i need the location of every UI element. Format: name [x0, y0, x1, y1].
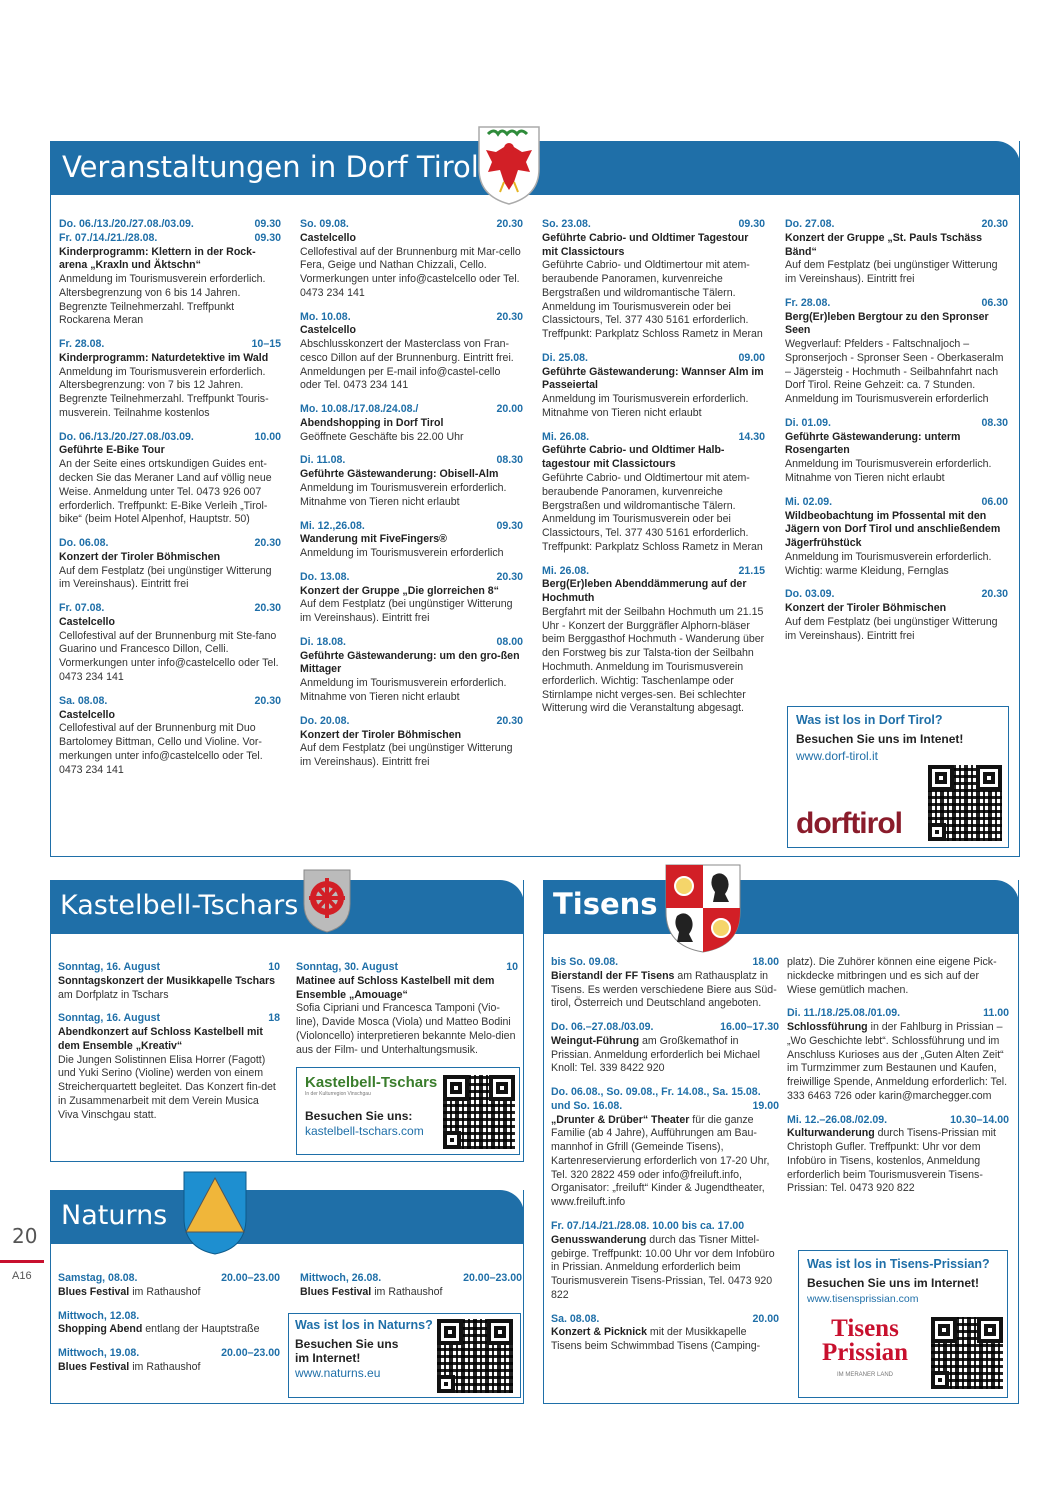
- event: [58, 1012, 280, 1122]
- event-date: Fr. 07.08.: [59, 602, 105, 615]
- event-description: Anmeldung im Tourismusverein erforderlich: [300, 547, 504, 560]
- event-time: 20.00–23.00: [221, 1347, 280, 1360]
- event-time: 18.00: [752, 956, 779, 968]
- event: [58, 1310, 280, 1338]
- naturns-column-2: [300, 1272, 522, 1310]
- event-description: in der Fahlburg in Prissian – „Wo Geschichte lebt“. Schlossführung und im Anschluss Kurioses aus der „Guten Alten Zeit“ im Turmzimmer zum Bestaunen und Kaufen, freiwillige Spende, Anmeldung erforderlich: Tel. 333 6463 726 oder karin@marchegger.com: [787, 1021, 1008, 1102]
- event-time: 06.00: [981, 495, 1008, 508]
- event-description: durch Tisens-Prissian mit Christoph Gufler. Treffpunkt: Uhr vor dem Infobüro in Tisens, kostenlos, Anmeldung erforderlich beim Tourismusverein Tisens-Prissian: Tel. 0473 920 822: [787, 1127, 996, 1195]
- event-description: Auf dem Festplatz (bei ungünstiger Witterung im Vereinshaus). Eintritt frei: [59, 564, 272, 591]
- event: [551, 1021, 779, 1076]
- event-title: Geführte Gästewanderung: unterm Rosengarten: [785, 430, 961, 457]
- event-time: 20.30: [981, 588, 1008, 601]
- info-url-link[interactable]: www.tisensprissian.com: [807, 1293, 919, 1305]
- event: [542, 431, 765, 555]
- event-time: 20.00: [752, 1312, 779, 1325]
- tisens-info-box: [798, 1250, 1008, 1398]
- kastelbell-crest-icon: [302, 868, 352, 934]
- event-date: Di. 01.09.: [785, 416, 831, 429]
- kastelbell-logo-subtitle: In der Kulturregion Vinschgau: [305, 1091, 371, 1097]
- event-date: Sonntag, 30. August: [296, 961, 399, 973]
- event-time: 20.30: [496, 310, 523, 323]
- info-url-link[interactable]: www.naturns.eu: [295, 1366, 381, 1380]
- event-title: Kinderprogramm: Naturdetektive im Wald: [59, 351, 269, 364]
- event-description: Bergfahrt mit der Seilbahn Hochmuth um 21.15 Uhr - Konzert der Burggräfler Alphorn-bläser beim Berggasthof Hochmuth - Wanderung über den Forstweg bis zur Talsta-tion der Seilbahn Hochmuth. Anmeldung im Tourismusverein erforderlich. Wichtig: Taschenlampe oder Stirnlampe nicht verges-sen. Bei schlechter Witterung wird die Veranstaltung abgesagt.: [542, 605, 765, 715]
- event-description: Auf dem Festplatz (bei ungünstiger Witterung im Vereinshaus). Eintritt frei: [785, 259, 998, 286]
- event-title: Shopping Abend: [58, 1323, 143, 1336]
- event-date: Sa. 08.08.: [551, 1312, 600, 1325]
- event: [787, 1007, 1009, 1103]
- event-date: Di. 11./18./25.08./01.09.: [787, 1007, 901, 1020]
- event-date: Mi. 02.09.: [785, 495, 833, 508]
- event-description: durch das Tisner Mittel-gebirge. Treffpunkt: 10.00 Uhr vor dem Infobüro in Prissian. Anmeldung erforderlich beim Tourismusverein Tisens-Prissian, Tel. 0473 920 822: [551, 1233, 775, 1301]
- kastelbell-logo: Kastelbell-Tschars: [305, 1074, 438, 1091]
- qr-code-icon: [928, 765, 1002, 841]
- event-date: Mi. 12.–26.08./02.09.: [787, 1113, 888, 1126]
- event-description: Cellofestival auf der Brunnenburg mit Ste-fano Guarino und Francesco Dillon, Celli. Vormerkungen unter info@castelcello oder Tel. 0473 234 141: [59, 629, 279, 683]
- event-description: An der Seite eines ortskundigen Guides ent-decken Sie das Meraner Land auf völlig neue Weise. Anmeldung unter Tel. 0473 926 007 erforderlich. Treffpunkt: E-Bike Verleih „Tirol-bike“ (beim Hotel Alpenhof, Hauptstr. 50): [59, 458, 272, 526]
- event-date: Samstag, 08.08.: [58, 1272, 138, 1284]
- event-date: Mi. 26.08.: [542, 430, 590, 443]
- event-title: Konzert der Gruppe „St. Pauls Tschäss Bänd“: [785, 231, 983, 258]
- event: [59, 431, 281, 527]
- event: [300, 636, 523, 705]
- event-title: Konzert & Picknick: [551, 1326, 647, 1339]
- event-description: Auf dem Festplatz (bei ungünstiger Witterung im Vereinshaus). Eintritt frei: [300, 742, 513, 769]
- dorf-tirol-column-4: [785, 218, 1008, 653]
- event-title: Genusswanderung: [551, 1233, 647, 1246]
- event-date: Do. 06.08.: [59, 537, 109, 550]
- event-title: Matinee auf Schloss Kastelbell mit dem Ensemble „Amouage“: [296, 974, 495, 1001]
- event-description: platz). Die Zuhörer können eine eigene Pick-nickdecke mitbringen und es sich auf der Wiese gemütlich machen.: [787, 956, 997, 996]
- event-description: Anmeldung im Tourismusverein erforderlich. Mitnahme von Tieren nicht erlaubt: [300, 482, 507, 508]
- event: [59, 695, 281, 778]
- event-date: Do. 06./13./20./27.08./03.09.: [59, 430, 194, 443]
- event: [296, 961, 518, 1057]
- event-title: Blues Festival: [58, 1360, 130, 1373]
- event: [542, 565, 765, 716]
- event-date: Fr. 07./14./21./28.08. 10.00 bis ca. 17.00: [551, 1220, 745, 1233]
- event-time: 20.30: [254, 694, 281, 707]
- event: [300, 715, 523, 770]
- info-cta: Besuchen Sie uns im Internet!: [295, 1337, 399, 1365]
- event-time: 08.00: [496, 635, 523, 648]
- event-date: Do. 06.–27.08./03.09.: [551, 1021, 654, 1034]
- event-title: Geführte Gästewanderung: Obisell-Alm: [300, 468, 499, 481]
- event-date: Di. 11.08.: [300, 454, 346, 467]
- event-description: Auf dem Festplatz (bei ungünstiger Witterung im Vereinshaus). Eintritt frei: [300, 598, 513, 625]
- logo-line-1: Tisens: [831, 1315, 899, 1342]
- event: [551, 1220, 779, 1303]
- kastelbell-column-2: [296, 961, 518, 1067]
- event-time: 16.00–17.30: [720, 1021, 779, 1034]
- event-time: 09.30: [254, 218, 281, 230]
- event-title: Castelcello: [59, 615, 115, 628]
- info-cta: Besuchen Sie uns:: [305, 1109, 413, 1123]
- event-title: Geführte E-Bike Tour: [59, 444, 165, 457]
- event-date: bis So. 09.08.: [551, 956, 619, 968]
- dorf-tirol-column-3: [542, 218, 765, 726]
- naturns-crest-icon: [182, 1170, 248, 1256]
- event-description: am Dorfplatz in Tschars: [58, 988, 169, 1001]
- event-time: 21.15: [738, 564, 765, 577]
- event-time: 10: [268, 961, 280, 973]
- qr-code-icon: [931, 1317, 1003, 1389]
- event-title: Wanderung mit FiveFingers®: [300, 533, 447, 546]
- event-title: Schlossführung: [787, 1021, 868, 1034]
- event-time: 11.00: [983, 1007, 1009, 1020]
- event-description: am Rathausplatz in Tisens. Es werden verschiedene Biere aus Süd-tirol, Österreich und Deutschland angeboten.: [551, 969, 777, 1010]
- event-description: Geöffnete Geschäfte bis 22.00 Uhr: [300, 430, 464, 443]
- event-date: Do. 06./13./20./27.08./03.09.: [59, 218, 194, 230]
- event: [551, 956, 779, 1011]
- page-code: A16: [12, 1270, 32, 1282]
- event-description: mit der Musikkapelle Tisens beim Schwimmbad Tisens (Camping-: [551, 1326, 761, 1353]
- event-title: Geführte Gästewanderung: Wannser Alm im Passeiertal: [542, 365, 764, 392]
- naturns-header: [50, 1190, 524, 1244]
- event-time: 08.30: [496, 454, 523, 467]
- tisens-prissian-logo: [809, 1317, 921, 1378]
- event-description: Anmeldung im Tourismusverein erforderlich. Mitnahme von Tieren nicht erlaubt: [785, 458, 992, 485]
- dorf-tirol-column-2: [300, 218, 523, 780]
- event: [785, 588, 1008, 643]
- info-cta: Besuchen Sie uns im Internet!: [807, 1276, 980, 1290]
- event-title: Geführte Cabrio- und Oldtimer Halb-tagestour mit Classictours: [542, 444, 725, 471]
- event-time: 20.00–23.00: [463, 1272, 522, 1284]
- event-title: Konzert der Tiroler Böhmischen: [300, 728, 462, 741]
- info-cta: Besuchen Sie uns im Intenet!: [796, 732, 964, 746]
- event-date: Mi. 26.08.: [542, 564, 590, 577]
- event: [300, 454, 523, 509]
- event-time: 09.30: [496, 519, 523, 532]
- event: [300, 311, 523, 394]
- event: [300, 571, 523, 626]
- event: [785, 496, 1008, 579]
- dorf-tirol-info-box: [787, 706, 1009, 848]
- event-date: Do. 06.08., So. 09.08., Fr. 14.08., Sa. 15.08. und So. 16.08.: [551, 1086, 761, 1112]
- event: [59, 602, 281, 685]
- event-time: 08.30: [981, 416, 1008, 429]
- info-url-link[interactable]: kastelbell-tschars.com: [305, 1124, 424, 1138]
- qr-code-icon: [437, 1319, 513, 1393]
- event-description: Cellofestival auf der Brunnenburg mit Mar-cello Fera, Geige und Nathan Chizzali, Cello. Vormerkungen unter info@castelcello oder Tel. 0473 234 141: [300, 245, 521, 299]
- tisens-title: Tisens: [553, 887, 658, 921]
- event: [300, 520, 523, 561]
- event-title: Berg(Er)leben Abenddämmerung auf der Hochmuth: [542, 578, 747, 605]
- event-date: Sa. 08.08.: [59, 694, 108, 707]
- event-date: So. 09.08.: [300, 218, 349, 230]
- event-time: 20.30: [254, 537, 281, 550]
- event-title: Castelcello: [300, 324, 356, 337]
- event-date: Do. 13.08.: [300, 570, 350, 583]
- event-time: 20.00–23.00: [221, 1272, 280, 1284]
- event-date: Di. 25.08.: [542, 351, 588, 364]
- event-date: Di. 18.08.: [300, 635, 346, 648]
- event-date: Mi. 12.,26.08.: [300, 519, 365, 532]
- event-title: Geführte Cabrio- und Oldtimer Tagestour mit Classictours: [542, 231, 749, 258]
- event-description: Geführte Cabrio- und Oldtimertour mit atem-beraubende Panoramen, kurvenreiche Bergstraßen und wildromantische Tälern. Anmeldung im Tourismusverein oder bei Classictours, Tel. 377 430 5161 erforderlich. Treffpunkt: Parkplatz Schloss Rametz in Meran: [542, 472, 763, 553]
- event-title: Kulturwanderung: [787, 1127, 875, 1140]
- logo-line-2: Prissian: [821, 1338, 909, 1366]
- info-question: Was ist los in Dorf Tirol?: [796, 713, 943, 727]
- kastelbell-title: Kastelbell-Tschars: [60, 890, 299, 921]
- event-description: am Großkemathof in Prissian. Anmeldung erforderlich bei Michael Knoll: Tel. 339 8422 920: [551, 1034, 761, 1075]
- event-date: Mo. 10.08./17.08./24.08./: [300, 403, 419, 416]
- event-description: im Rathaushof: [371, 1285, 443, 1298]
- event-title: Konzert der Tiroler Böhmischen: [785, 602, 947, 615]
- event-date: Mittwoch, 19.08.: [58, 1347, 140, 1360]
- event: [551, 1313, 779, 1354]
- event-title: Blues Festival: [300, 1285, 372, 1298]
- tirol-eagle-crest-icon: [476, 124, 542, 206]
- event-title: Geführte Gästewanderung: um den gro-ßen Mittager: [300, 649, 520, 676]
- event-title: Sonntagskonzert der Musikkapelle Tschars: [58, 974, 276, 987]
- logo-subtitle: IM MERANER LAND: [836, 1371, 893, 1378]
- event-description: für die ganze Familie (ab 4 Jahre), Aufführungen am Bau-mannhof in Gfrill (Gemeinde Tisens), Kartenreservierung erforderlich von 17-20 Uhr, Tel. 320 2822 459 oder info@freiluft.info, Organisator: „freiluft“ Kinder & Jugendtheater, www.freiluft.info: [551, 1113, 770, 1209]
- event-date: Mo. 10.08.: [300, 310, 351, 323]
- event-description: Wegverlauf: Pfelders - Faltschnaljoch – Spronserjoch - Spronser Seen - Oberkaseralm – Jägersteig - Hochmuth - Seilbahnfahrt nach Dorf Tirol. Reine Gehzeit: ca. 7 Stunden. Anmeldung im Tourismusverein erforderlich: [785, 338, 1004, 406]
- event-date: Mittwoch, 26.08.: [300, 1272, 382, 1284]
- event-time: 20.00: [496, 403, 523, 416]
- event-date: Sonntag, 16. August: [58, 961, 161, 973]
- event: [300, 218, 523, 301]
- qr-code-icon: [443, 1075, 515, 1149]
- kastelbell-info-box: [296, 1067, 520, 1155]
- event-description: Cellofestival auf der Brunnenburg mit Duo Bartolomey Bittman, Cello und Violine. Vor-merkungen unter info@castelcello oder Tel. 0473 234 141: [59, 722, 263, 776]
- event-title: „Drunter & Drüber“ Theater: [551, 1113, 690, 1126]
- event-title: Weingut-Führung: [551, 1034, 640, 1047]
- event-title: Konzert der Gruppe „Die glorreichen 8“: [300, 584, 499, 597]
- dorftirol-logo: dorftirol: [796, 807, 902, 840]
- event-description: entlang der Hauptstraße: [142, 1323, 260, 1336]
- event: [787, 1114, 1009, 1197]
- event: [58, 1272, 280, 1300]
- event-title: Bierstandl der FF Tisens: [551, 969, 675, 982]
- event: [785, 218, 1008, 287]
- event-time: 20.30: [981, 218, 1008, 230]
- tisens-crest-icon: [663, 862, 743, 954]
- event-description: Sofia Cipriani und Francesca Tamponi (Vio-line), Davide Mosca (Viola) und Matteo Bodini (Violoncello) interpretieren bekannte Melo-dien aus der Film- und Unterhaltungsmusik.: [296, 1002, 516, 1056]
- event-title: Castelcello: [300, 231, 356, 244]
- event-time: 20.30: [496, 714, 523, 727]
- event-description: Geführte Cabrio- und Oldtimertour mit atem-beraubende Panoramen, kurvenreiche Bergstraßen und wildromantische Tälern. Anmeldung im Tourismusverein oder bei Classictours, Tel. 377 430 5161 erforderlich. Treffpunkt: Parkplatz Schloss Rametz in Meran: [542, 259, 763, 341]
- event: [59, 338, 281, 421]
- event: [300, 1272, 522, 1300]
- event-time: 10: [506, 961, 518, 973]
- event-time: 20.30: [496, 570, 523, 583]
- event: [542, 218, 765, 342]
- event-date: Mittwoch, 12.08.: [58, 1309, 140, 1322]
- event-title: Wildbeobachtung im Pfossental mit den Jägern von Dorf Tirol und anschließendem Jägerfrühstück: [785, 509, 1001, 550]
- naturns-title: Naturns: [61, 1200, 168, 1231]
- event-description: im Rathaushof: [129, 1285, 201, 1298]
- naturns-info-box: [288, 1313, 521, 1398]
- event-description: Anmeldung im Tourismusverein erforderlich. Altersbegrenzung: von 7 bis 12 Jahren. Begrenzte Teilnehmerzahl. Treffpunkt Touris-musverein. Teilnahme kostenlos: [59, 365, 269, 419]
- event-title: Abendshopping in Dorf Tirol: [300, 416, 444, 429]
- event-time: 09.30: [738, 218, 765, 230]
- page-number-divider: [0, 1260, 44, 1263]
- event-time: 19.00: [752, 1099, 779, 1112]
- tisens-column-2: [787, 956, 1009, 1206]
- event-date: Sonntag, 16. August: [58, 1012, 161, 1025]
- naturns-column-1: [58, 1272, 280, 1385]
- event-description: Abschlusskonzert der Masterclass von Fran-cesco Dillon auf der Brunnenburg. Eintritt frei. Anmeldungen per E-mail info@castel-cello oder Tel. 0473 234 141: [300, 338, 514, 392]
- event: [785, 297, 1008, 407]
- event-date: Do. 27.08.: [785, 218, 835, 230]
- event: [787, 956, 1009, 997]
- event-description: Anmeldung im Tourismusverein erforderlich. Altersbegrenzung von 6 bis 14 Jahren. Begrenzte Teilnehmerzahl. Treffpunkt Rockarena Meran: [59, 273, 266, 327]
- event-time: 10.30–14.00: [950, 1113, 1009, 1126]
- dorf-tirol-title: Veranstaltungen in Dorf Tirol: [62, 150, 479, 184]
- event-title: Blues Festival: [58, 1285, 130, 1298]
- event-date: Fr. 28.08.: [785, 296, 831, 309]
- info-url-link[interactable]: www.dorf-tirol.it: [796, 749, 879, 763]
- event: [551, 1086, 779, 1210]
- event-time: 09.30: [254, 231, 281, 244]
- event-date: Fr. 07./14./21./28.08.: [59, 231, 158, 244]
- event-date: Do. 20.08.: [300, 714, 350, 727]
- event-description: im Rathaushof: [129, 1360, 201, 1373]
- event-title: Konzert der Tiroler Böhmischen: [59, 550, 221, 563]
- event-time: 10.00: [254, 430, 281, 443]
- kastelbell-header: [50, 880, 524, 934]
- tisens-column-1: [551, 956, 779, 1364]
- event-time: 09.00: [738, 351, 765, 364]
- event-description: Auf dem Festplatz (bei ungünstiger Witterung im Vereinshaus). Eintritt frei: [785, 615, 998, 642]
- event-time: 06.30: [981, 296, 1008, 309]
- page-number: 20: [12, 1224, 38, 1248]
- event-description: Anmeldung im Tourismusverein erforderlich. Wichtig: warme Kleidung, Fernglas: [785, 550, 992, 577]
- event: [542, 352, 765, 421]
- event: [58, 1347, 280, 1375]
- event-description: Anmeldung im Tourismusverein erforderlich. Mitnahme von Tieren nicht erlaubt: [300, 677, 507, 703]
- event-title: Kinderprogramm: Klettern in der Rock-arena „Kraxln und Äktschn“: [59, 245, 256, 272]
- event: [300, 403, 523, 444]
- event-description: Die Jungen Solistinnen Elisa Horrer (Fagott) und Yuki Serino (Violine) werden von einem Streicherquartett begleitet. Das Konzert fin-det in Zusammenarbeit mit dem Verein Musica Viva Vinschgau statt.: [58, 1053, 276, 1121]
- event-title: Castelcello: [59, 708, 115, 721]
- event-description: Anmeldung im Tourismusverein erforderlich. Mitnahme von Tieren nicht erlaubt: [542, 393, 749, 419]
- info-question: Was ist los in Naturns?: [295, 1318, 433, 1332]
- event: [59, 218, 281, 328]
- event-time: 20.30: [254, 602, 281, 615]
- event-time: 18: [268, 1012, 280, 1025]
- event-date: Fr. 28.08.: [59, 338, 105, 351]
- event-title: Berg(Er)leben Bergtour zu den Spronser Seen: [785, 310, 989, 337]
- event: [59, 537, 281, 592]
- event-time: 14.30: [738, 430, 765, 443]
- event-date: Do. 03.09.: [785, 588, 835, 601]
- tisens-header: [543, 880, 1019, 934]
- event-date: So. 23.08.: [542, 218, 591, 230]
- info-question: Was ist los in Tisens-Prissian?: [807, 1257, 990, 1271]
- event: [58, 961, 280, 1002]
- event-time: 10–15: [251, 338, 281, 351]
- dorf-tirol-column-1: [59, 218, 281, 787]
- event-time: 20.30: [496, 218, 523, 230]
- event-title: Abendkonzert auf Schloss Kastelbell mit dem Ensemble „Kreativ“: [58, 1026, 263, 1052]
- event: [785, 417, 1008, 486]
- kastelbell-column-1: [58, 961, 280, 1132]
